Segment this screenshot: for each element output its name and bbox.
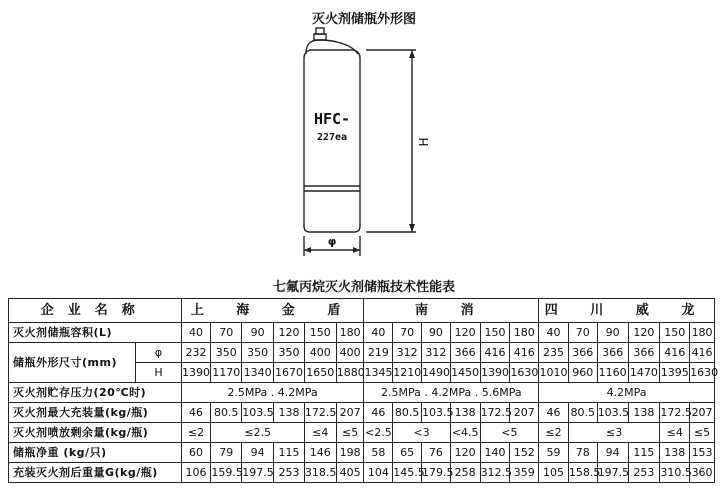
cell: 2.5MPa . 4.2MPa xyxy=(181,383,364,403)
row-label: 灭火剂储瓶容积(L) xyxy=(9,323,182,343)
cell: 106 xyxy=(181,463,211,483)
company-name: 四 川 威 龙 xyxy=(539,299,715,323)
cell: 138 xyxy=(450,403,480,423)
cell: 40 xyxy=(364,323,393,343)
sub-label: φ xyxy=(136,343,181,363)
cell: 207 xyxy=(690,403,715,423)
cell: 152 xyxy=(510,443,539,463)
cell: 70 xyxy=(393,323,422,343)
cell: 158.5 xyxy=(568,463,597,483)
cell: 153 xyxy=(690,443,715,463)
cell: 1630 xyxy=(690,363,715,383)
cell: 4.2MPa xyxy=(539,383,715,403)
company-header: 企业名称 xyxy=(9,299,182,323)
cell: ≤5 xyxy=(690,423,715,443)
cell: 70 xyxy=(211,323,242,343)
cell: 80.5 xyxy=(393,403,422,423)
cell: 1650 xyxy=(304,363,336,383)
company-name: 南 消 xyxy=(364,299,539,323)
cell: 150 xyxy=(480,323,510,343)
company-row xyxy=(9,299,715,323)
max-fill-row xyxy=(9,403,715,423)
cell: 145.5 xyxy=(393,463,422,483)
cell: 90 xyxy=(242,323,274,343)
cell: 1630 xyxy=(510,363,539,383)
cell: 1395 xyxy=(660,363,690,383)
cell: 40 xyxy=(539,323,569,343)
cell: 138 xyxy=(660,443,690,463)
cell: 312 xyxy=(422,343,451,363)
company-name: 上 海 金 盾 xyxy=(181,299,364,323)
cell: 150 xyxy=(660,323,690,343)
cell: ≤2 xyxy=(181,423,211,443)
net-weight-row xyxy=(9,443,715,463)
cell: 207 xyxy=(336,403,364,423)
cell: 312.5 xyxy=(480,463,510,483)
cell: 253 xyxy=(274,463,305,483)
cell: 120 xyxy=(274,323,305,343)
cell: 416 xyxy=(480,343,510,363)
cell: 46 xyxy=(539,403,569,423)
cell: 80.5 xyxy=(211,403,242,423)
cell: <2.5 xyxy=(364,423,393,443)
cell: 60 xyxy=(181,443,211,463)
cylinder-diagram xyxy=(290,28,440,258)
cell: 350 xyxy=(211,343,242,363)
table-title: 七氟丙烷灭火剂储瓶技术性能表 xyxy=(272,280,455,295)
cell: 140 xyxy=(480,443,510,463)
cell: 70 xyxy=(568,323,597,343)
cell: 318.5 xyxy=(304,463,336,483)
cell: 350 xyxy=(274,343,305,363)
cell: ≤2.5 xyxy=(211,423,304,443)
cell: 366 xyxy=(568,343,597,363)
cell: 1450 xyxy=(450,363,480,383)
cell: 58 xyxy=(364,443,393,463)
cell: 90 xyxy=(422,323,451,343)
diagram-title: 灭火剂储瓶外形图 xyxy=(311,12,416,27)
cell: 1210 xyxy=(393,363,422,383)
cell: 65 xyxy=(393,443,422,463)
cell: 258 xyxy=(450,463,480,483)
residual-row xyxy=(9,423,715,443)
cell: 350 xyxy=(242,343,274,363)
cell: 197.5 xyxy=(242,463,274,483)
cell: 172.5 xyxy=(304,403,336,423)
cell: 312 xyxy=(393,343,422,363)
cell: 235 xyxy=(539,343,569,363)
cell: 400 xyxy=(304,343,336,363)
pressure-row xyxy=(9,383,715,403)
row-label: 灭火剂贮存压力(20℃时) xyxy=(9,383,182,403)
cell: 232 xyxy=(181,343,211,363)
cell: 146 xyxy=(304,443,336,463)
capacity-row xyxy=(9,323,715,343)
cell: 366 xyxy=(597,343,628,363)
cell: 159.5 xyxy=(211,463,242,483)
cell: 104 xyxy=(364,463,393,483)
cell: <3 xyxy=(393,423,451,443)
cell: 78 xyxy=(568,443,597,463)
cell: 360 xyxy=(690,463,715,483)
cell: 1670 xyxy=(274,363,305,383)
cylinder-shoulder xyxy=(306,40,358,54)
cell: 1010 xyxy=(539,363,569,383)
cell: 103.5 xyxy=(422,403,451,423)
cell: 115 xyxy=(274,443,305,463)
cell: ≤4 xyxy=(304,423,336,443)
gross-weight-row xyxy=(9,463,715,483)
cell: ≤4 xyxy=(660,423,690,443)
cell: 180 xyxy=(510,323,539,343)
cell: <4.5 xyxy=(450,423,480,443)
cell: 960 xyxy=(568,363,597,383)
cell: ≤3 xyxy=(568,423,659,443)
cell: 1880 xyxy=(336,363,364,383)
cell: 366 xyxy=(628,343,660,363)
cell: 180 xyxy=(336,323,364,343)
cell: 150 xyxy=(304,323,336,343)
dim-d-label: φ xyxy=(327,235,337,248)
row-label: 灭火剂喷放剩余量(kg/瓶) xyxy=(9,423,182,443)
cell: 1390 xyxy=(181,363,211,383)
cylinder-neck xyxy=(314,34,326,40)
cell: 197.5 xyxy=(597,463,628,483)
cell: 103.5 xyxy=(242,403,274,423)
cell: 94 xyxy=(242,443,274,463)
cell: 198 xyxy=(336,443,364,463)
cell: 80.5 xyxy=(568,403,597,423)
cell: 172.5 xyxy=(660,403,690,423)
cell: 103.5 xyxy=(597,403,628,423)
cell: 172.5 xyxy=(480,403,510,423)
dim-h-label: H xyxy=(417,137,431,147)
cell: 416 xyxy=(660,343,690,363)
cylinder-label-1: HFC- xyxy=(313,110,351,128)
cell: 79 xyxy=(211,443,242,463)
cell: 1390 xyxy=(480,363,510,383)
cell: 59 xyxy=(539,443,569,463)
row-label: 灭火剂最大充装量(kg/瓶) xyxy=(9,403,182,423)
cell: <5 xyxy=(480,423,539,443)
cell: 1170 xyxy=(211,363,242,383)
cell: 1340 xyxy=(242,363,274,383)
cell: 359 xyxy=(510,463,539,483)
cell: 46 xyxy=(364,403,393,423)
row-label: 储瓶外形尺寸(mm) xyxy=(9,343,136,383)
spec-table xyxy=(8,298,719,483)
cell: 207 xyxy=(510,403,539,423)
cell: 400 xyxy=(336,343,364,363)
cell: 46 xyxy=(181,403,211,423)
cell: 138 xyxy=(274,403,305,423)
row-label: 储瓶净重 (kg/只) xyxy=(9,443,182,463)
cylinder-valve xyxy=(316,28,324,34)
cell: 180 xyxy=(690,323,715,343)
cell: 120 xyxy=(450,323,480,343)
cell: 416 xyxy=(690,343,715,363)
cell: 120 xyxy=(628,323,660,343)
cell: 94 xyxy=(597,443,628,463)
cell: ≤5 xyxy=(336,423,364,443)
cell: 40 xyxy=(181,323,211,343)
cell: 115 xyxy=(628,443,660,463)
cell: 105 xyxy=(539,463,569,483)
sub-label: H xyxy=(136,363,181,383)
cylinder-label-2: 227ea xyxy=(316,132,348,143)
cell: 310.5 xyxy=(660,463,690,483)
cell: 416 xyxy=(510,343,539,363)
cell: 219 xyxy=(364,343,393,363)
diameter-row xyxy=(9,343,715,363)
cell: 76 xyxy=(422,443,451,463)
cell: ≤2 xyxy=(539,423,569,443)
cell: 1160 xyxy=(597,363,628,383)
cell: 90 xyxy=(597,323,628,343)
row-label: 充装灭火剂后重量G(kg/瓶) xyxy=(9,463,182,483)
cell: 120 xyxy=(450,443,480,463)
cell: 2.5MPa . 4.2MPa . 5.6MPa xyxy=(364,383,539,403)
cell: 1490 xyxy=(422,363,451,383)
cell: 253 xyxy=(628,463,660,483)
cell: 1345 xyxy=(364,363,393,383)
cell: 1470 xyxy=(628,363,660,383)
cell: 366 xyxy=(450,343,480,363)
cell: 405 xyxy=(336,463,364,483)
cell: 138 xyxy=(628,403,660,423)
cell: 179.5 xyxy=(422,463,451,483)
